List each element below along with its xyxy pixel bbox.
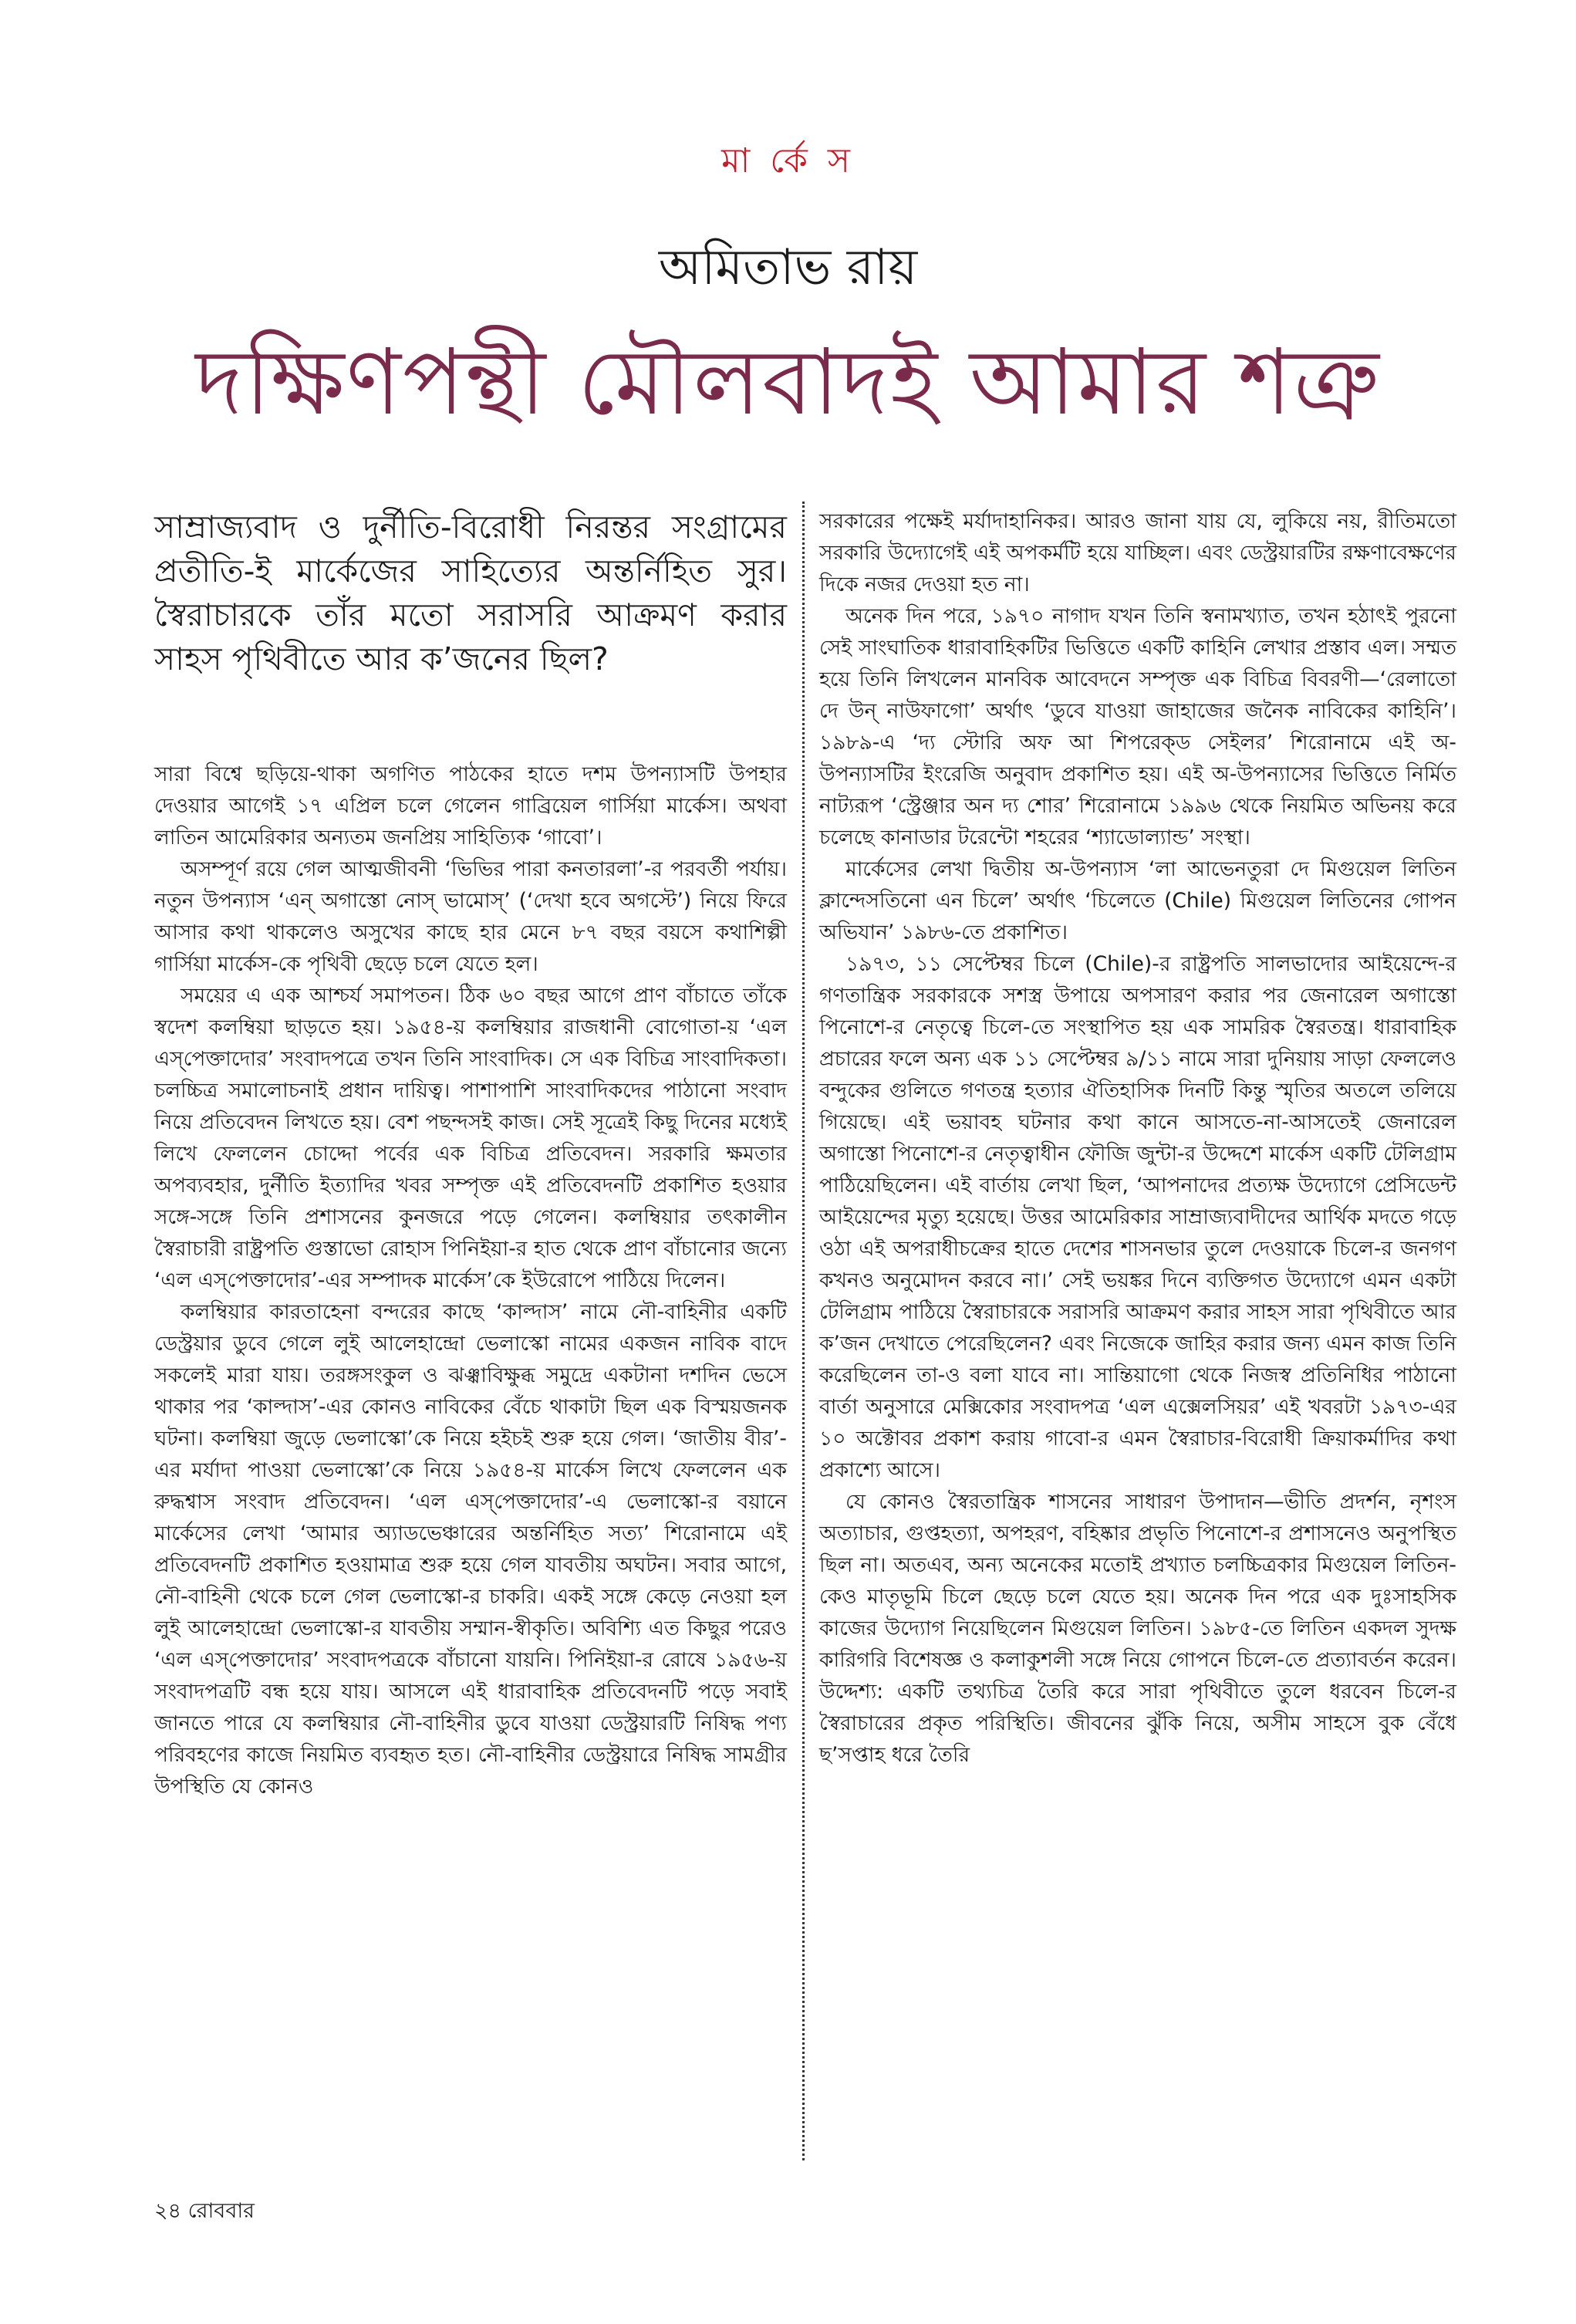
body-paragraph: কলম্বিয়ার কারতাহেনা বন্দরের কাছে ‘কাল্দাস’ নামে নৌ-বাহিনীর একটি ডেস্ট্রয়ার ডুবে গেলে লুই আলেহান্দ্রো ভেলাস্কো নামের একজন নাবিক বাদে সকলেই মারা যায়। তরঙ্গসংকুল ও ঝঞ্ঝাবিক্ষুব্ধ সমুদ্রে একটানা দশদিন ভেসে থাকার পর ‘কাল্দাস’-এর কোনও নাবিকের বেঁচে থাকাটা ছিল এক বিস্ময়জনক ঘটনা। কলম্বিয়া জুড়ে ভেলাস্কো’কে নিয়ে হইচই শুরু হয়ে গেল। ‘জাতীয় বীর’-এর মর্যাদা পাওয়া ভেলাস্কো’কে নিয়ে ১৯৫৪-য় মার্কেস লিখে ফেললেন এক রুদ্ধশ্বাস সংবাদ প্রতিবেদন। ‘এল এস্‌পেক্তাদোর’-এ ভেলাস্কো-র বয়ানে মার্কেসের লেখা ‘আমার অ্যাডভেঞ্চারের অন্তর্নিহিত সত্য’ শিরোনামে এই প্রতিবেদনটি প্রকাশিত হওয়ামাত্র শুরু হয়ে গেল যাবতীয় অঘটন। সবার আগে, নৌ-বাহিনী থেকে চলে গেল ভেলাস্কো-র চাকরি। একই সঙ্গে কেড়ে নেওয়া হল লুই আলেহান্দ্রো ভেলাস্কো-র যাবতীয় সম্মান-স্বীকৃতি। অবিশ্যি এত কিছুর পরেও ‘এল এস্‌পেক্তাদোর’ সংবাদপত্রকে বাঁচানো যায়নি। পিনিইয়া-র রোষে ১৯৫৬-য় সংবাদপত্রটি বন্ধ হয়ে যায়। আসলে এই ধারাবাহিক প্রতিবেদনটি পড়ে সবাই জানতে পারে যে কলম্বিয়ার নৌ-বাহিনীর ডুবে যাওয়া ডেস্ট্রয়ারটি নিষিদ্ধ পণ্য পরিবহণের কাজে নিয়মিত ব্যবহৃত হত। নৌ-বাহিনীর ডেস্ট্রয়ারে নিষিদ্ধ সামগ্রীর উপস্থিতি যে কোনও (154, 1300, 787, 1799)
author-name: অমিতাভ রায় (658, 239, 918, 296)
body-paragraph: ১৯৭৩, ১১ সেপ্টেম্বর চিলে (Chile)-র রাষ্ট্রপতি সালভাদোর আইয়েন্দে-র গণতান্ত্রিক সরকারকে সশস্ত্র উপায়ে অপসারণ করার পর জেনারেল অগাস্তো পিনোশে-র নেতৃত্বে চিলে-তে সংস্থাপিত হয় এক সামরিক স্বৈরতন্ত্র। ধারাবাহিক প্রচারের ফলে অন্য এক ১১ সেপ্টেম্বর ৯/১১ নামে সারা দুনিয়ায় সাড়া ফেললেও বন্দুকের গুলিতে গণতন্ত্র হত্যার ঐতিহাসিক দিনটি কিন্তু স্মৃতির অতলে তলিয়ে গিয়েছে। এই ভয়াবহ ঘটনার কথা কানে আসতে-না-আসতেই জেনারেল অগাস্তো পিনোশে-র নেতৃত্বাধীন ফৌজি জুন্টা-র উদ্দেশে মার্কেস একটি টেলিগ্রাম পাঠিয়েছিলেন। এই বার্তায় লেখা ছিল, ‘আপনাদের প্রত্যক্ষ উদ্যোগে প্রেসিডেন্ট আইয়েন্দের মৃত্যু হয়েছে। উত্তর আমেরিকার সাম্রাজ্যবাদীদের আর্থিক মদতে গড়ে ওঠা এই অপরাধীচক্রের হাতে দেশের শাসনভার তুলে দেওয়াকে চিলে-র জনগণ কখনও অনুমোদন করবে না।’ সেই ভয়ঙ্কর দিনে ব্যক্তিগত উদ্যোগে এমন একটা টেলিগ্রাম পাঠিয়ে স্বৈরাচারকে সরাসরি আক্রমণ করার সাহস সারা পৃথিবীতে আর ক’জন দেখাতে পেরেছিলেন? এবং নিজেকে জাহির করার জন্য এমন কাজ তিনি করেছিলেন তা-ও বলা যাবে না। সান্তিয়াগো থেকে নিজস্ব প্রতিনিধির পাঠানো বার্তা অনুসারে মেক্সিকোর সংবাদপত্র ‘এল এক্সেলসিয়র’ এই খবরটা ১৯৭৩-এর ১০ অক্টোবর প্রকাশ করায় গাবো-র এমন স্বৈরাচার-বিরোধী ক্রিয়াকর্মাদির কথা প্রকাশ্যে আসে। (819, 952, 1456, 1482)
body-paragraph: যে কোনও স্বৈরতান্ত্রিক শাসনের সাধারণ উপাদান—ভীতি প্রদর্শন, নৃশংস অত্যাচার, গুপ্তহত্যা, অপহরণ, বহিষ্কার প্রভৃতি পিনোশে-র প্রশাসনেও অনুপস্থিত ছিল না। অতএব, অন্য অনেকের মতোই প্রখ্যাত চলচ্চিত্রকার মিগুয়েল লিতিন-কেও মাতৃভূমি চিলে ছেড়ে চলে যেতে হয়। অনেক দিন পরে এক দুঃসাহসিক কাজের উদ্যোগ নিয়েছিলেন মিগুয়েল লিতিন। ১৯৮৫-তে লিতিন একদল সুদক্ষ কারিগরি বিশেষজ্ঞ ও কলাকুশলী সঙ্গে নিয়ে গোপনে চিলে-তে প্রত্যাবর্তন করেন। উদ্দেশ্য: একটি তথ্যচিত্র তৈরি করে সারা পৃথিবীতে তুলে ধরবেন চিলে-র স্বৈরাচারের প্রকৃত পরিস্থিতি। জীবনের ঝুঁকি নিয়ে, অসীম সাহসে বুক বেঁধে ছ’সপ্তাহ ধরে তৈরি (819, 1490, 1456, 1767)
body-paragraph: সরকারের পক্ষেই মর্যাদাহানিকর। আরও জানা যায় যে, লুকিয়ে নয়, রীতিমতো সরকারি উদ্যোগেই এই অপকর্মটি হয়ে যাচ্ছিল। এবং ডেস্ট্রয়ারটির রক্ষণাবেক্ষণের দিকে নজর দেওয়া হত না। (819, 509, 1456, 596)
column-divider (802, 502, 805, 2160)
left-column (154, 505, 787, 1802)
right-column (819, 505, 1456, 1771)
body-paragraph: অসম্পূর্ণ রয়ে গেল আত্মজীবনী ‘ভিভির পারা কনতারলা’-র পরবর্তী পর্যায়। নতুন উপন্যাস ‘এন্ অগাস্তো নোস্ ভামোস্’ (‘দেখা হবে অগস্টে’) নিয়ে ফিরে আসার কথা থাকলেও অসুখের কাছে হার মেনে ৮৭ বছর বয়সে কথাশিল্পী গার্সিয়া মার্কেস-কে পৃথিবী ছেড়ে চলে যেতে হল। (154, 857, 787, 976)
standfirst: সাম্রাজ্যবাদ ও দুর্নীতি-বিরোধী নিরন্তর সংগ্রামের প্রতীতি-ই মার্কেজের সাহিত্যের অন্তর্নিহিত সুর। স্বৈরাচারকে তাঁর মতো সরাসরি আক্রমণ করার সাহস পৃথিবীতে আর ক’জনের ছিল? (154, 508, 787, 677)
body-paragraph: সময়ের এ এক আশ্চর্য সমাপতন। ঠিক ৬০ বছর আগে প্রাণ বাঁচাতে তাঁকে স্বদেশ কলম্বিয়া ছাড়তে হয়। ১৯৫৪-য় কলম্বিয়ার রাজধানী বোগোতা-য় ‘এল এস্‌পেক্তাদোর’ সংবাদপত্রে তখন তিনি সাংবাদিক। সে এক বিচিত্র সাংবাদিকতা। চলচ্চিত্র সমালোচনাই প্রধান দায়িত্ব। পাশাপাশি সাংবাদিকদের পাঠানো সংবাদ নিয়ে প্রতিবেদন লিখতে হয়। বেশ পছন্দসই কাজ। সেই সূত্রেই কিছু দিনের মধ্যেই লিখে ফেললেন চোদ্দো পর্বের এক বিচিত্র প্রতিবেদন। সরকারি ক্ষমতার অপব্যবহার, দুর্নীতি ইত্যাদির খবর সম্পৃক্ত এই প্রতিবেদনটি প্রকাশিত হওয়ার সঙ্গে-সঙ্গে তিনি প্রশাসনের কুনজরে পড়ে গেলেন। কলম্বিয়ার তৎকালীন স্বৈরাচারী রাষ্ট্রপতি গুস্তাভো রোহাস পিনিইয়া-র হাত থেকে প্রাণ বাঁচানোর জন্যে ‘এল এস্‌পেক্তাদোর’-এর সম্পাদক মার্কেস’কে ইউরোপে পাঠিয়ে দিলেন। (154, 984, 787, 1292)
article-title: দক্ষিণপন্থী মৌলবাদই আমার শত্রু (195, 329, 1381, 435)
body-paragraph: মার্কেসের লেখা দ্বিতীয় অ-উপন্যাস ‘লা আভেনতুরা দে মিগুয়েল লিতিন ক্লান্দেসতিনো এন চিলে’ অর্থাৎ ‘চিলেতে (Chile) মিগুয়েল লিতিনের গোপন অভিযান’ ১৯৮৬-তে প্রকাশিত। (819, 857, 1456, 944)
section-label: মা র্কে স (721, 141, 855, 181)
body-paragraph: অনেক দিন পরে, ১৯৭০ নাগাদ যখন তিনি স্বনামখ্যাত, তখন হঠাৎই পুরনো সেই সাংঘাতিক ধারাবাহিকটির ভিত্তিতে একটি কাহিনি লেখার প্রস্তাব এল। সম্মত হয়ে তিনি লিখলেন মানবিক আবেদনে সম্পৃক্ত এক বিচিত্র বিবরণী—‘রেলাতো দে উন্ নাউফাগো’ অর্থাৎ ‘ডুবে যাওয়া জাহাজের জনৈক নাবিকের কাহিনি’। ১৯৮৯-এ ‘দ্য স্টোরি অফ আ শিপরেক্‌ড সেইলর’ শিরোনামে এই অ-উপন্যাসটির ইংরেজি অনুবাদ প্রকাশিত হয়। এই অ-উপন্যাসের ভিত্তিতে নির্মিত নাট্যরূপ ‘স্ট্রেঞ্জার অন দ্য শোর’ শিরোনামে ১৯৯৬ থেকে নিয়মিত অভিনয় করে চলেছে কানাডার টরেন্টো শহরের ‘শ্যাডোল্যান্ড’ সংস্থা। (819, 604, 1456, 850)
page-folio: ২৪ রোববার (154, 2199, 255, 2223)
body-paragraph: সারা বিশ্বে ছড়িয়ে-থাকা অগণিত পাঠকের হাতে দশম উপন্যাসটি উপহার দেওয়ার আগেই ১৭ এপ্রিল চলে গেলেন গাব্রিয়েল গার্সিয়া মার্কেস। অথবা লাতিন আমেরিকার অন্যতম জনপ্রিয় সাহিত্যিক ‘গাবো’। (154, 762, 787, 850)
